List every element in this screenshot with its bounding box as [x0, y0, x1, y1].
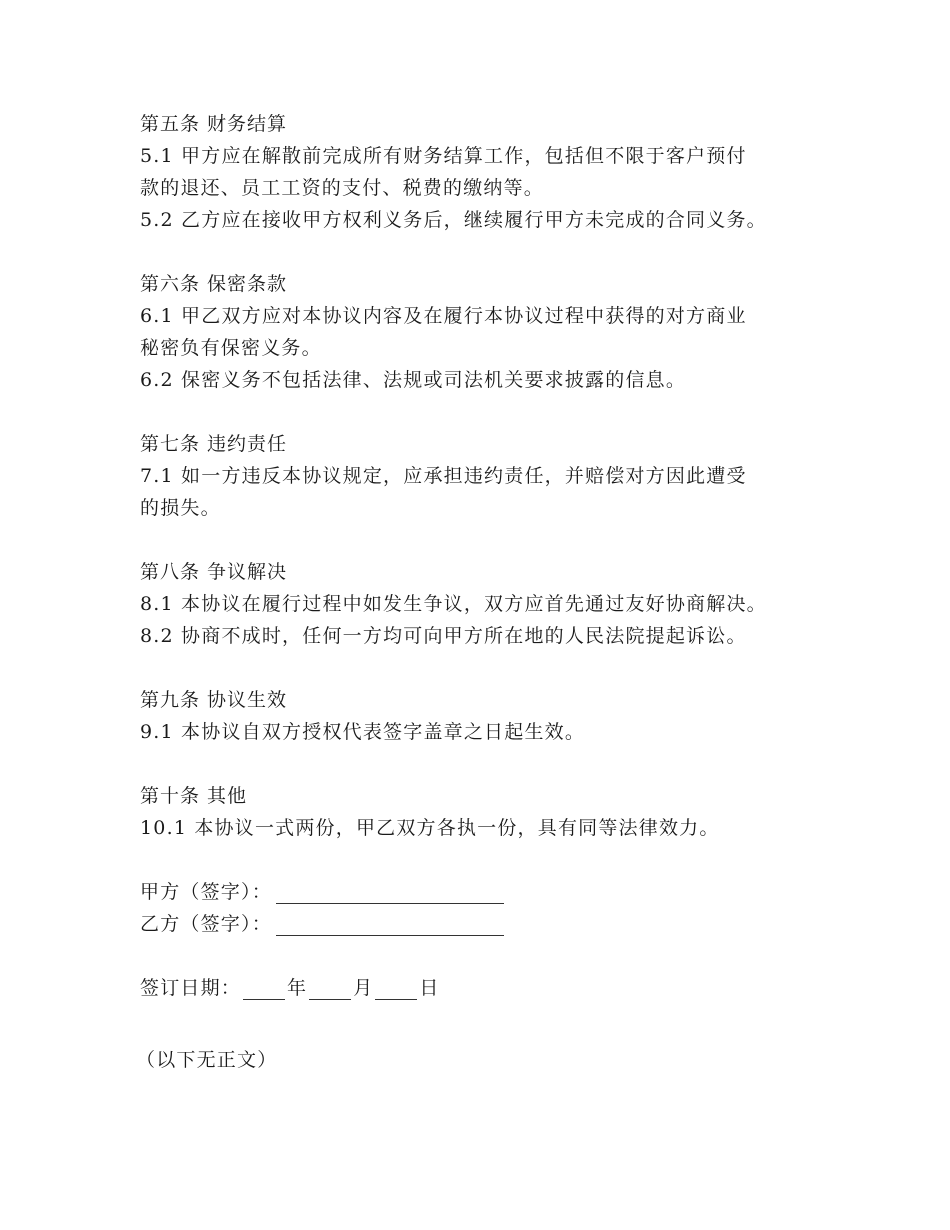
clause-line: 的损失。	[140, 497, 221, 519]
clause-line: 6.1 甲乙双方应对本协议内容及在履行本协议过程中获得的对方商业	[140, 305, 747, 327]
day-label: 日	[419, 977, 440, 999]
party-a-signature-row	[140, 876, 890, 908]
article-heading: 第五条 财务结算	[140, 113, 288, 135]
party-a-signature-label: 甲方（签字）：	[140, 881, 272, 903]
clause-line: 10.1 本协议一式两份，甲乙双方各执一份，具有同等法律效力。	[140, 817, 720, 839]
month-blank[interactable]	[309, 977, 351, 1000]
clause-line: 6.2 保密义务不包括法律、法规或司法机关要求披露的信息。	[140, 369, 687, 391]
clause-line: 9.1 本协议自双方授权代表签字盖章之日起生效。	[140, 721, 586, 743]
article-heading: 第九条 协议生效	[140, 689, 288, 711]
end-of-text-note: （以下无正文）	[136, 1049, 278, 1071]
article-8	[140, 556, 890, 652]
party-b-signature-row	[140, 908, 890, 940]
year-blank[interactable]	[243, 977, 285, 1000]
clause-line: 秘密负有保密义务。	[140, 337, 322, 359]
article-heading: 第八条 争议解决	[140, 561, 288, 583]
month-label: 月	[353, 977, 374, 999]
clause-line: 7.1 如一方违反本协议规定，应承担违约责任，并赔偿对方因此遭受	[140, 465, 747, 487]
year-label: 年	[287, 977, 308, 999]
clause-line: 款的退还、员工工资的支付、税费的缴纳等。	[140, 177, 545, 199]
clause-line: 8.1 本协议在履行过程中如发生争议，双方应首先通过友好协商解决。	[140, 593, 767, 615]
clause-line: 5.2 乙方应在接收甲方权利义务后，继续履行甲方未完成的合同义务。	[140, 209, 767, 231]
article-9	[140, 684, 890, 748]
signing-date-row	[140, 972, 890, 1004]
day-blank[interactable]	[375, 977, 417, 1000]
signing-date-label: 签订日期：	[140, 977, 242, 999]
party-b-signature-line[interactable]	[276, 913, 504, 936]
article-heading: 第七条 违约责任	[140, 433, 288, 455]
signature-block	[140, 876, 890, 940]
party-a-signature-line[interactable]	[276, 881, 504, 904]
article-heading: 第六条 保密条款	[140, 273, 288, 295]
clause-line: 8.2 协商不成时，任何一方均可向甲方所在地的人民法院提起诉讼。	[140, 625, 747, 647]
article-5	[140, 108, 890, 236]
article-10	[140, 780, 890, 844]
party-b-signature-label: 乙方（签字）：	[140, 913, 272, 935]
article-heading: 第十条 其他	[140, 785, 248, 807]
article-7	[140, 428, 890, 524]
clause-line: 5.1 甲方应在解散前完成所有财务结算工作，包括但不限于客户预付	[140, 145, 747, 167]
article-6	[140, 268, 890, 396]
